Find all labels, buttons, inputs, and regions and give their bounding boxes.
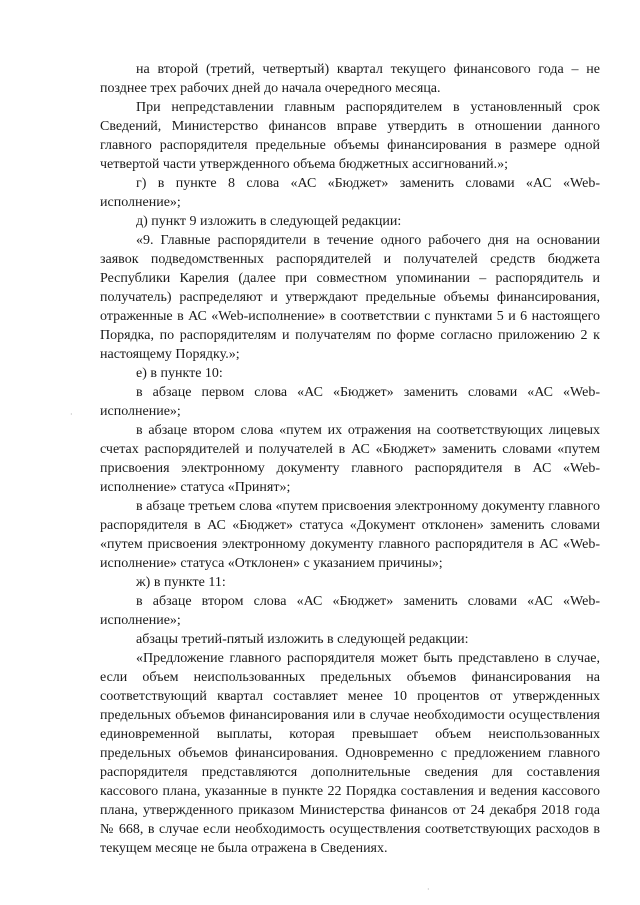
paragraph-12: абзацы третий-пятый изложить в следующей редакции: (136, 632, 469, 647)
paragraph-7: в абзаце первом слова «АС «Бюджет» заменить словами «АС «Web-исполнение»; (100, 385, 600, 419)
paragraph-1: на второй (третий, четвертый) квартал текущего финансового года – не позднее трех рабочих дней до начала очередного месяца. (100, 62, 600, 96)
paragraph-5: «9. Главные распорядители в течение одного рабочего дня на основании заявок подведомственных распорядителей и получателей средств бюджета Республики Карелия (далее при совместном упоминании – распорядитель и получатель) распределяют и утверждают предельные объемы финансирования, отраженные в АС «Web-исполнение» в соответствии с пунктами 5 и 6 настоящего Порядка, по распорядителям и получателям по форме согласно приложению 2 к настоящему Порядку.»; (100, 233, 600, 362)
paragraph-9: в абзаце третьем слова «путем присвоения электронному документу главного распорядителя в АС «Бюджет» статуса «Документ отклонен» заменить словами «путем присвоения электронному документу главного распорядителя в АС «Web-исполнение» статуса «Отклонен» с указанием причины»; (100, 499, 600, 571)
margin-dot-mark: · (70, 410, 73, 419)
footer-dot-mark: · (427, 885, 430, 894)
paragraph-3: г) в пункте 8 слова «АС «Бюджет» заменить словами «АС «Web-исполнение»; (100, 176, 600, 210)
paragraph-6: е) в пункте 10: (136, 366, 223, 381)
paragraph-10: ж) в пункте 11: (136, 575, 226, 590)
paragraph-13: «Предложение главного распорядителя может быть представлено в случае, если объем неиспользованных предельных объемов финансирования на соответствующий квартал составляет менее 10 процентов от утвержденных предельных объемов финансирования или в случае необходимости осуществления единовременной выплаты, которая превышает объем неиспользованных предельных объемов финансирования. Одновременно с предложением главного распорядителя представляются дополнительные сведения для составления кассового плана, указанные в пункте 22 Порядка составления и ведения кассового плана, утвержденного приказом Министерства финансов от 24 декабря 2018 года № 668, в случае если необходимость осуществления соответствующих расходов в текущем месяце не была отражена в Сведениях. (100, 651, 600, 856)
document-body (100, 60, 600, 858)
paragraph-4: д) пункт 9 изложить в следующей редакции: (136, 214, 402, 229)
paragraph-8: в абзаце втором слова «путем их отражения на соответствующих лицевых счетах распорядителей и получателей в АС «Бюджет» заменить словами «путем присвоения электронному документу главного распорядителя в АС «Web-исполнение» статуса «Принят»; (100, 423, 600, 495)
paragraph-2: При непредставлении главным распорядителем в установленный срок Сведений, Министерство финансов вправе утвердить в отношении данного главного распорядителя предельные объемы финансирования в размере одной четвертой части утвержденного объема бюджетных ассигнований.»; (100, 100, 600, 172)
paragraph-11: в абзаце втором слова «АС «Бюджет» заменить словами «АС «Web-исполнение»; (100, 594, 600, 628)
